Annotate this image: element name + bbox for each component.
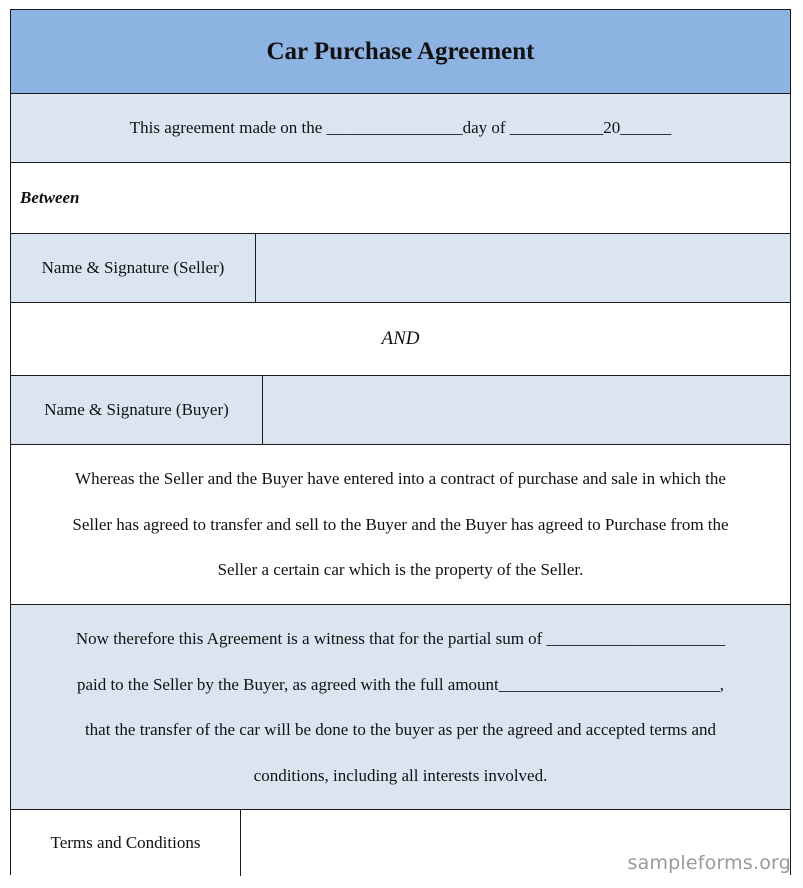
now-therefore-paragraph[interactable] bbox=[11, 616, 790, 798]
buyer-row bbox=[11, 376, 790, 445]
between-row bbox=[11, 163, 790, 234]
now-line-4: conditions, including all interests involved. bbox=[253, 765, 548, 785]
buyer-signature-field[interactable] bbox=[263, 376, 790, 444]
between-label: Between bbox=[20, 188, 80, 207]
now-line-1[interactable]: Now therefore this Agreement is a witness that for the partial sum of _____________________ bbox=[75, 629, 726, 648]
and-label: AND bbox=[381, 328, 420, 349]
whereas-paragraph bbox=[11, 456, 790, 593]
form-title: Car Purchase Agreement bbox=[266, 37, 535, 65]
seller-label: Name & Signature (Seller) bbox=[11, 234, 256, 302]
seller-signature-field[interactable] bbox=[256, 234, 790, 302]
watermark: sampleforms.org bbox=[627, 852, 791, 874]
intro-row bbox=[11, 94, 790, 163]
terms-label: Terms and Conditions bbox=[11, 810, 241, 876]
buyer-label: Name & Signature (Buyer) bbox=[11, 376, 263, 444]
whereas-line-3: Seller a certain car which is the property of the Seller. bbox=[217, 560, 584, 580]
now-line-2[interactable]: paid to the Seller by the Buyer, as agreed with the full amount__________________________, bbox=[76, 674, 725, 694]
now-therefore-row bbox=[11, 605, 790, 810]
whereas-line-2: Seller has agreed to transfer and sell to the Buyer and the Buyer has agreed to Purchase from the bbox=[72, 514, 729, 534]
now-line-3: that the transfer of the car will be done to the buyer as per the agreed and accepted terms and bbox=[84, 720, 717, 739]
whereas-row bbox=[11, 445, 790, 605]
and-row bbox=[11, 303, 790, 376]
agreement-date-line[interactable]: This agreement made on the ________________day of ___________20______ bbox=[129, 118, 672, 137]
agreement-form bbox=[10, 9, 791, 875]
title-row bbox=[11, 10, 790, 94]
seller-row bbox=[11, 234, 790, 303]
whereas-line-1: Whereas the Seller and the Buyer have entered into a contract of purchase and sale in which the bbox=[75, 469, 726, 489]
